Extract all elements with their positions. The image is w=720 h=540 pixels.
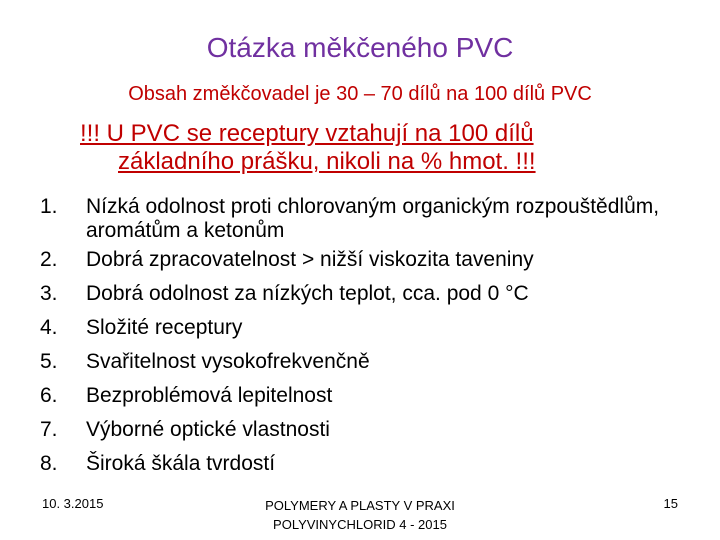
list-item xyxy=(40,413,700,447)
footer-date: 10. 3.2015 xyxy=(42,496,104,511)
list-item-text: Široká škála tvrdostí xyxy=(86,452,276,475)
page-number: 15 xyxy=(663,496,678,511)
list-item xyxy=(40,277,700,311)
list-item-number: 5. xyxy=(40,350,58,373)
list-item-text: Výborné optické vlastnosti xyxy=(86,418,330,441)
footer-title-line1: POLYMERY A PLASTY V PRAXI xyxy=(265,498,455,513)
slide-title: Otázka měkčeného PVC xyxy=(206,32,514,63)
list-item-text: Bezproblémová lepitelnost xyxy=(86,384,333,407)
list-item-number: 7. xyxy=(40,418,58,441)
list-item xyxy=(40,447,700,481)
list-item-text: Dobrá zpracovatelnost > nižší viskozita taveniny xyxy=(86,248,534,271)
recipe-notice xyxy=(80,120,660,176)
footer-title xyxy=(240,496,480,534)
recipe-notice-line1: !!! U PVC se receptury vztahují na 100 dílů xyxy=(80,120,534,147)
list-item-number: 2. xyxy=(40,248,58,271)
footer-title-line2: POLYVINYCHLORID 4 - 2015 xyxy=(273,517,447,532)
list-item xyxy=(40,345,700,379)
list-item-number: 8. xyxy=(40,452,58,475)
list-item-text: Svařitelnost vysokofrekvenčně xyxy=(86,350,370,373)
list-item-number: 3. xyxy=(40,282,58,305)
list-item xyxy=(40,243,700,277)
list-item-number: 6. xyxy=(40,384,58,407)
properties-list xyxy=(40,190,700,481)
list-item-number: 4. xyxy=(40,316,58,339)
list-item-text: Nízká odolnost proti chlorovaným organickým rozpouštědlům, aromátům a ketonům xyxy=(86,195,660,242)
list-item xyxy=(40,311,700,345)
list-item-text: Dobrá odolnost za nízkých teplot, cca. pod 0 °C xyxy=(86,282,529,305)
list-item xyxy=(40,379,700,413)
recipe-notice-line2: základního prášku, nikoli na % hmot. !!! xyxy=(118,148,536,175)
list-item-number: 1. xyxy=(40,195,58,218)
slide-subtitle: Obsah změkčovadel je 30 – 70 dílů na 100 dílů PVC xyxy=(128,83,592,105)
list-item xyxy=(40,190,700,243)
list-item-text: Složité receptury xyxy=(86,316,243,339)
